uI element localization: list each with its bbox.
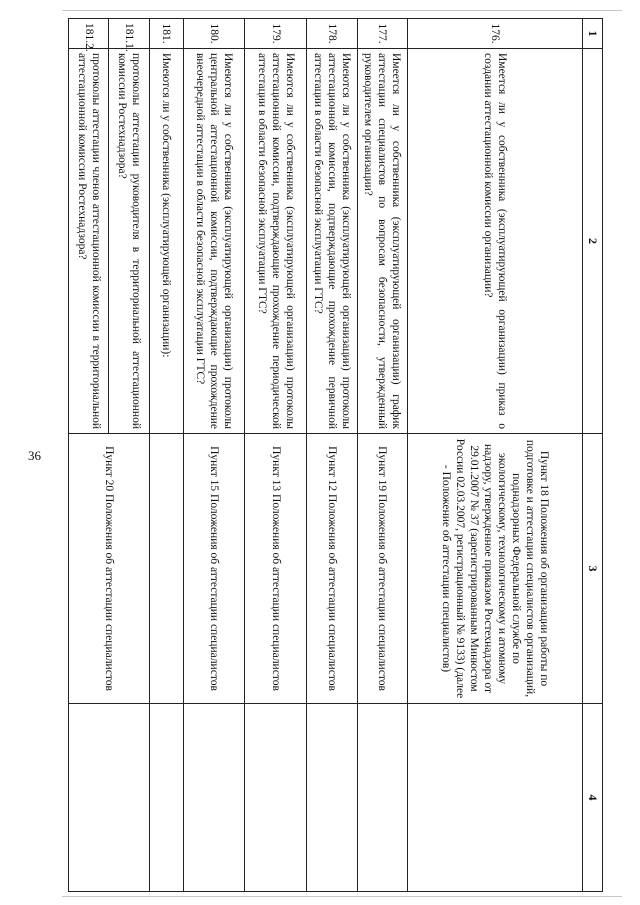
table-row: [245, 19, 307, 892]
row-question: Имеется ли у собственника (эксплуатирующей организации) приказ о создании аттестационной комиссии организации?: [407, 49, 582, 434]
row-mark-cell: [306, 704, 357, 892]
header-cell: 3: [582, 434, 602, 704]
table-row: [109, 19, 149, 892]
rotated-table-wrapper: [68, 18, 603, 891]
row-question: протоколы аттестации руководителя в территориальной аттестационной комиссии Ростехнадзора?: [109, 49, 149, 434]
row-mark-cell: [407, 704, 582, 892]
row-reference: Пункт 20 Положения об аттестации специалистов: [69, 434, 150, 704]
inspection-checklist-table: [68, 18, 603, 892]
row-question: Имеются ли у собственника (эксплуатирующей организации) протоколы аттестационной комиссии, подтверждающие прохождение периодической аттестации в области безопасной эксплуатации ГТС?: [245, 49, 307, 434]
table-row: [183, 19, 245, 892]
row-number: 176.: [407, 19, 582, 49]
page-number: 36: [28, 448, 41, 463]
row-reference: Пункт 15 Положения об аттестации специалистов: [183, 434, 245, 704]
table-row: [306, 19, 357, 892]
table-row: [357, 19, 407, 892]
scan-edge-bottom: [62, 896, 622, 897]
table-row: [149, 19, 183, 892]
row-question: протоколы аттестации членов аттестационной комиссии в территориальной аттестационной комиссии Ростехнадзора?: [69, 49, 109, 434]
row-question: Имеется ли у собственника (эксплуатирующей организации) график аттестации специалистов по вопросам безопасности, утвержденный руководителем организации?: [357, 49, 407, 434]
row-number: 180.: [183, 19, 245, 49]
row-number: 181.: [149, 19, 183, 49]
header-cell: 2: [582, 49, 602, 434]
row-number: 181.2.: [69, 19, 109, 49]
row-reference: Пункт 19 Положения об аттестации специалистов: [357, 434, 407, 704]
row-reference: Пункт 12 Положения об аттестации специалистов: [306, 434, 357, 704]
header-cell: 1: [582, 19, 602, 49]
rotated-table-frame: [68, 18, 603, 891]
row-mark-cell: [149, 704, 183, 892]
table-header-row: [582, 19, 602, 892]
table-row: [407, 19, 582, 892]
row-mark-cell: [69, 704, 150, 892]
row-question: Имеются ли у собственника (эксплуатирующей организации):: [149, 49, 183, 434]
row-mark-cell: [245, 704, 307, 892]
row-number: 178.: [306, 19, 357, 49]
row-mark-cell: [183, 704, 245, 892]
row-reference: Пункт 18 Положения об организации работы по подготовке и аттестации специалистов организаций, поднадзорных Федеральной службе по экологическому, технологическому и атомному надзору, утвержденное приказом Ростехнадзора от 29.01.2007 № 37 (зарегистрированным Минюстом России 02.03.2007, регистрационный № 9133) (далее - Положение об аттестации специалистов): [407, 434, 582, 704]
row-question: Имеются ли у собственника (эксплуатирующей организации) протоколы центральной аттестационной комиссии, подтверждающие прохождение внеочередной аттестации в области безопасной эксплуатации ГТС?: [183, 49, 245, 434]
row-number: 177.: [357, 19, 407, 49]
row-number: 181.1.: [109, 19, 149, 49]
row-reference: Пункт 13 Положения об аттестации специалистов: [245, 434, 307, 704]
header-cell: 4: [582, 704, 602, 892]
row-question: Имеются ли у собственника (эксплуатирующей организации) протоколы аттестационной комиссии, подтверждающие прохождение первичной аттестации в области безопасной эксплуатации ГТС?: [306, 49, 357, 434]
scan-edge-top: [62, 10, 622, 11]
row-mark-cell: [357, 704, 407, 892]
row-reference: [149, 434, 183, 704]
row-number: 179.: [245, 19, 307, 49]
